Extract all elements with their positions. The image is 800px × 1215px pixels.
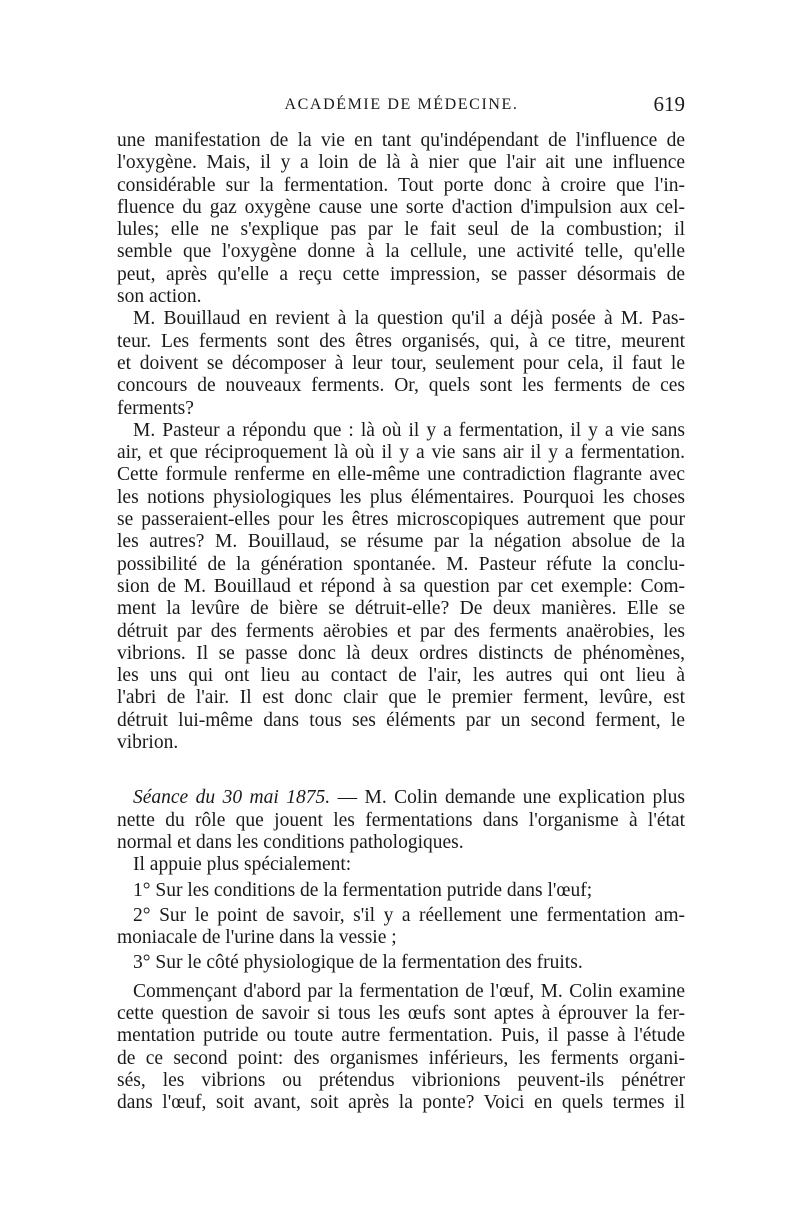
text-line: l'oxygène. Mais, il y a loin de là à nier que l'air ait une influence (117, 152, 685, 174)
text-line: cette question de savoir si tous les œufs sont aptes à éprouver la fer- (117, 1002, 685, 1024)
text-line: moniacale de l'urine dans la vessie ; (117, 927, 397, 949)
text-line: fluence du gaz oxygène cause une sorte d'action d'impulsion aux cel- (117, 196, 685, 218)
text-line: ferments? (117, 397, 194, 419)
text-line: semble que l'oxygène donne à la cellule, une activité telle, qu'elle (117, 241, 685, 263)
text-line: les uns qui ont lieu au contact de l'air, les autres qui ont lieu à (117, 665, 685, 687)
text-line: une manifestation de la vie en tant qu'indépendant de l'influence de (117, 130, 685, 151)
text-line: peut, après qu'elle a reçu cette impression, se passer désormais de (117, 263, 685, 285)
text-line: détruit par des ferments aërobies et par des ferments anaërobies, les (117, 620, 685, 642)
text-line: Cette formule renferme en elle-même une contradiction flagrante avec (117, 464, 685, 486)
text-line: teur. Les ferments sont des êtres organisés, qui, à ce titre, meurent (117, 330, 685, 352)
running-head (118, 92, 685, 126)
paragraph (117, 308, 685, 419)
paragraph (117, 981, 685, 1115)
text-line: 2° Sur le point de savoir, s'il y a réellement une fermentation am- (133, 904, 685, 926)
text-line: son action. (117, 286, 202, 308)
text-line: les notions physiologiques les plus élémentaires. Pourquoi les choses (117, 486, 685, 508)
text-line: M. Bouillaud en revient à la question qu'il a déjà posée à M. Pas- (133, 308, 685, 330)
text-line: Il appuie plus spécialement: (133, 854, 352, 876)
text-line: détruit lui-même dans tous ses éléments par un second ferment, le (117, 709, 685, 731)
seance-heading: Séance du 30 mai 1875. (133, 787, 331, 809)
seance-paragraph (117, 787, 685, 854)
text-line: vibrion. (117, 732, 179, 754)
page-number: 619 (653, 92, 685, 116)
text-line: dans l'œuf, soit avant, soit après la ponte? Voici en quels termes il (117, 1092, 685, 1114)
text-line: sés, les vibrions ou prétendus vibrionions peuvent-ils pénétrer (117, 1069, 685, 1091)
text-line: possibilité de la génération spontanée. M. Pasteur réfute la conclu- (117, 553, 685, 575)
text-line: vibrions. Il se passe donc là deux ordres distincts de phénomènes, (117, 642, 685, 664)
text-line: considérable sur la fermentation. Tout porte donc à croire que l'in- (117, 174, 685, 196)
text-line: M. Pasteur a répondu que : là où il y a fermentation, il y a vie sans (133, 419, 685, 441)
text-line (117, 787, 685, 809)
list-item (117, 952, 685, 974)
text-line: nette du rôle que jouent les fermentations dans l'organisme à l'état (117, 809, 685, 831)
text-line: mentation putride ou toute autre fermentation. Puis, il passe à l'étude (117, 1025, 685, 1047)
text-line: et doivent se décomposer à leur tour, seulement pour cela, il faut le (117, 352, 685, 374)
text-line: de ce second point: des organismes inférieurs, les ferments organi- (117, 1047, 685, 1069)
text-line: concours de nouveaux ferments. Or, quels sont les ferments de ces (117, 375, 685, 397)
text-line: l'abri de l'air. Il est donc clair que le premier ferment, levûre, est (117, 687, 685, 709)
paragraph (117, 420, 685, 754)
section-spacer (117, 754, 685, 787)
list-item (117, 905, 685, 950)
text-line: air, et que réciproquement là où il y a vie sans air il y a fermentation. (117, 442, 685, 464)
text-line: 3° Sur le côté physiologique de la fermentation des fruits. (133, 952, 583, 974)
text-line: sion de M. Bouillaud et répond à sa question par cet exemple: Com- (117, 575, 685, 597)
text-line: se passeraient-elles pour les êtres microscopiques autrement que pour (117, 509, 685, 531)
body-text (117, 130, 685, 1114)
text-line: 1° Sur les conditions de la fermentation putride dans l'œuf; (133, 879, 593, 901)
text-line: ment la levûre de bière se détruit-elle? De deux manières. Elle se (117, 598, 685, 620)
text-line: normal et dans les conditions pathologiques. (117, 831, 464, 853)
paragraph (117, 130, 685, 308)
text-line: lules; elle ne s'explique pas par le fait seul de la combustion; il (117, 219, 685, 241)
paragraph (117, 854, 685, 876)
text-line: Commençant d'abord par la fermentation de l'œuf, M. Colin examine (133, 980, 685, 1002)
running-title: ACADÉMIE DE MÉDECINE. (284, 96, 519, 113)
list-item (117, 880, 685, 902)
seance-line-rest: — M. Colin demande une explication plus (330, 787, 685, 809)
text-line: les autres? M. Bouillaud, se résume par la négation absolue de la (117, 531, 685, 553)
